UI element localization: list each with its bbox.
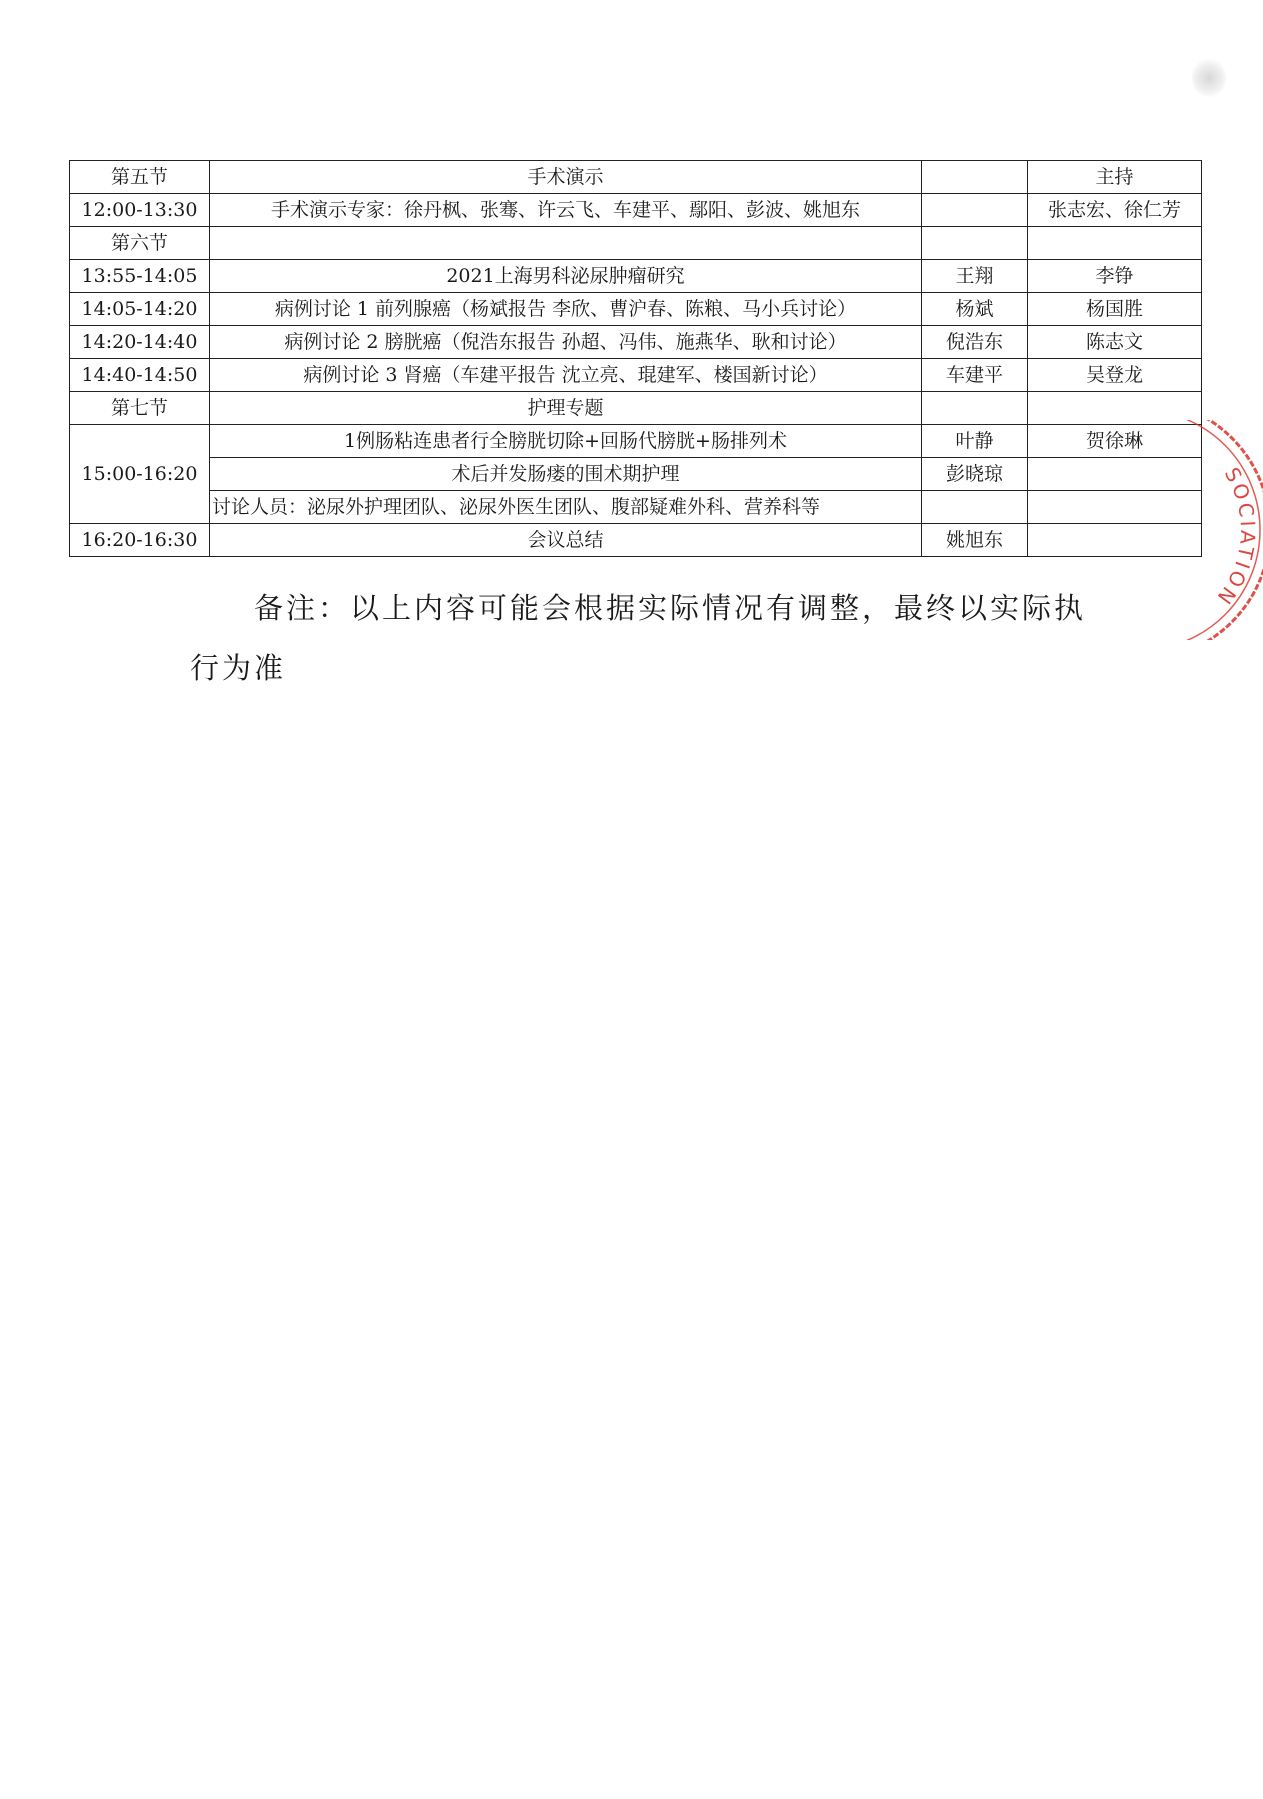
speaker-cell: 彭晓琼 — [922, 458, 1028, 491]
time-cell: 16:20-16:30 — [70, 524, 210, 557]
time-cell: 第五节 — [70, 161, 210, 194]
content-cell — [210, 227, 922, 260]
schedule-table — [69, 160, 1202, 557]
content-cell: 1例肠粘连患者行全膀胱切除+回肠代膀胱+肠排列术 — [210, 425, 922, 458]
content-cell: 讨论人员：泌尿外护理团队、泌尿外医生团队、腹部疑难外科、营养科等 — [210, 491, 922, 524]
time-cell: 12:00-13:30 — [70, 194, 210, 227]
content-cell: 会议总结 — [210, 524, 922, 557]
table-row — [70, 359, 1202, 392]
time-cell: 13:55-14:05 — [70, 260, 210, 293]
svg-text:SOCIATION — [1211, 463, 1260, 611]
host-cell: 李铮 — [1028, 260, 1202, 293]
content-cell: 手术演示 — [210, 161, 922, 194]
host-cell: 主持 — [1028, 161, 1202, 194]
table-row — [70, 326, 1202, 359]
table-row — [70, 227, 1202, 260]
host-cell: 贺徐琳 — [1028, 425, 1202, 458]
table-row — [70, 392, 1202, 425]
table-row — [70, 491, 1202, 524]
remark-note — [190, 578, 1110, 698]
content-cell: 2021上海男科泌尿肿瘤研究 — [210, 260, 922, 293]
table-row — [70, 293, 1202, 326]
host-cell — [1028, 227, 1202, 260]
speaker-cell: 叶静 — [922, 425, 1028, 458]
host-cell: 陈志文 — [1028, 326, 1202, 359]
time-cell: 第六节 — [70, 227, 210, 260]
scan-smudge — [1192, 58, 1226, 98]
content-cell: 手术演示专家：徐丹枫、张骞、许云飞、车建平、鄢阳、彭波、姚旭东 — [210, 194, 922, 227]
content-cell: 护理专题 — [210, 392, 922, 425]
speaker-cell: 姚旭东 — [922, 524, 1028, 557]
remark-line-2: 行为准 — [190, 651, 287, 685]
speaker-cell — [922, 227, 1028, 260]
content-cell: 病例讨论 2 膀胱癌（倪浩东报告 孙超、冯伟、施燕华、耿和讨论） — [210, 326, 922, 359]
table-row — [70, 425, 1202, 458]
content-cell: 术后并发肠瘘的围术期护理 — [210, 458, 922, 491]
table-row — [70, 524, 1202, 557]
speaker-cell — [922, 392, 1028, 425]
speaker-cell: 倪浩东 — [922, 326, 1028, 359]
host-cell: 吴登龙 — [1028, 359, 1202, 392]
table-row — [70, 260, 1202, 293]
seal-text: SOCIATION — [1210, 463, 1261, 612]
host-cell: 杨国胜 — [1028, 293, 1202, 326]
speaker-cell — [922, 194, 1028, 227]
time-cell: 14:40-14:50 — [70, 359, 210, 392]
speaker-cell: 王翔 — [922, 260, 1028, 293]
speaker-cell — [922, 161, 1028, 194]
speaker-cell — [922, 491, 1028, 524]
time-cell: 14:05-14:20 — [70, 293, 210, 326]
content-cell: 病例讨论 3 肾癌（车建平报告 沈立亮、琨建军、楼国新讨论） — [210, 359, 922, 392]
time-cell: 第七节 — [70, 392, 210, 425]
table-row — [70, 161, 1202, 194]
table-row — [70, 458, 1202, 491]
remark-line-1: 备注：以上内容可能会根据实际情况有调整，最终以实际执 — [254, 591, 1087, 625]
association-seal-icon — [1160, 420, 1263, 640]
time-cell: 14:20-14:40 — [70, 326, 210, 359]
time-cell: 15:00-16:20 — [70, 425, 210, 524]
table-row — [70, 194, 1202, 227]
host-cell: 张志宏、徐仁芳 — [1028, 194, 1202, 227]
content-cell: 病例讨论 1 前列腺癌（杨斌报告 李欣、曹沪春、陈粮、马小兵讨论） — [210, 293, 922, 326]
speaker-cell: 车建平 — [922, 359, 1028, 392]
speaker-cell: 杨斌 — [922, 293, 1028, 326]
